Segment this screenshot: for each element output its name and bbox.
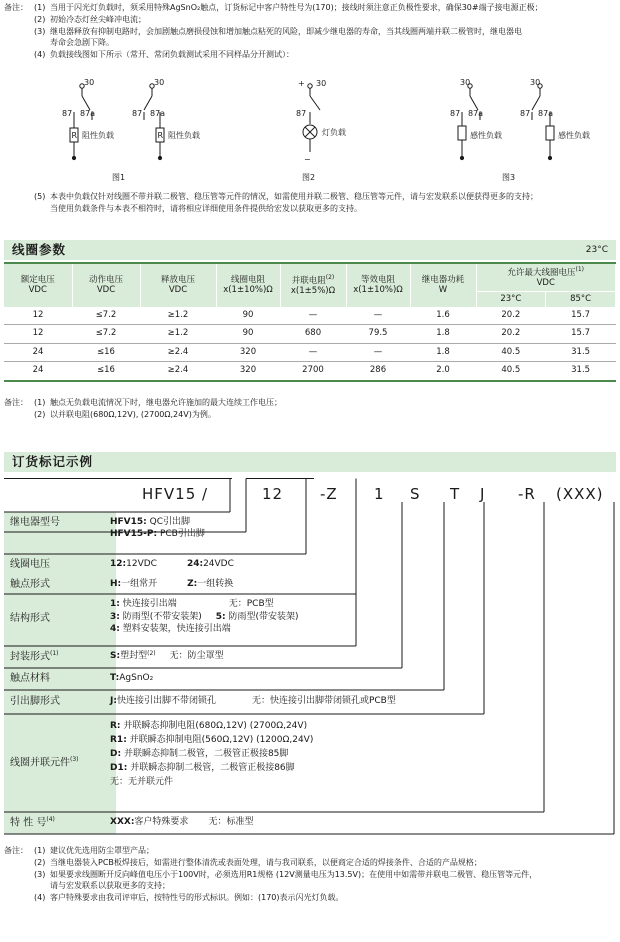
order-row-structure-desc: 1: 快连接引出端 无：PCB型 3: 防雨型(不带安装架) 5: 防雨型(带安装架) 4: 塑料安装架，快连接引出端 bbox=[110, 599, 299, 635]
note-num: (2) bbox=[34, 409, 46, 419]
section-title: 线圈参数 bbox=[12, 241, 67, 257]
note-text: 本表中负载仅针对线圈不带并联二极管、稳压管等元件的情况，如需使用并联二极管、稳压管等元件，请与宏发联系以便获得更多的支持； bbox=[50, 192, 538, 201]
column-header: 允许最大线圈电压$^{(1)}$ VDC bbox=[476, 263, 616, 292]
note-text: 客户特殊要求由我司评审后，按特性号的形式标识。例如：(170)表示闪光灯负载。 bbox=[50, 893, 344, 903]
resistive-load-label: 阻性负载 bbox=[82, 131, 114, 140]
order-row-model bbox=[4, 516, 60, 530]
terminal-30-label: 30 bbox=[316, 79, 327, 88]
order-row-terminal bbox=[4, 695, 60, 709]
coil-params-table bbox=[4, 262, 616, 382]
order-code-parallel: -R bbox=[518, 485, 536, 503]
inductive-load-label: 感性负载 bbox=[470, 131, 502, 140]
note-num: (1) bbox=[34, 3, 46, 12]
terminal-87a-label: 87a bbox=[538, 109, 554, 118]
order-row-model-desc: HFV15: QC引出脚 HFV15-P: PCB引出脚 bbox=[110, 517, 205, 540]
order-code-model: HFV15 / bbox=[142, 485, 209, 503]
notes-label: 备注： bbox=[4, 3, 28, 12]
lamp-load-label: 灯负载 bbox=[322, 128, 346, 137]
order-code-terminal: J bbox=[480, 485, 486, 503]
column-header: 动作电压 VDC bbox=[72, 263, 140, 307]
note-line bbox=[4, 3, 616, 14]
note-num: (2) bbox=[34, 857, 46, 867]
note-text: 建议优先选用防尘罩型产品； bbox=[50, 846, 154, 855]
order-row-sealing: 封装形式$^{(1)}$ bbox=[10, 650, 59, 663]
note-text: 当用于闪光灯负载时，须采用特殊AgSnO₂触点，订货标记中客户特性号为(170)；接线时须注意正负极性要求，确保30#端子接电源正极； bbox=[50, 3, 543, 12]
note-line bbox=[4, 27, 616, 38]
note-text: 当继电器装入PCB板焊接后，如需进行整体清洗或表面处理，请与我司联系，以便商定合适的焊接条件、合适的产品规格； bbox=[50, 857, 482, 867]
notes-label: 备注： bbox=[4, 398, 28, 407]
note-num: (3) bbox=[34, 26, 46, 36]
order-row-structure bbox=[4, 612, 50, 626]
order-code-contact: -Z bbox=[320, 485, 338, 503]
row-label: 封装形式 bbox=[10, 651, 50, 663]
row-label: 特 性 号 bbox=[10, 817, 47, 829]
terminal-87-label: 87 bbox=[296, 109, 307, 118]
order-code-material: T bbox=[450, 485, 461, 503]
note-line bbox=[4, 858, 616, 869]
note-num bbox=[34, 881, 50, 892]
figure-2-caption: 图2 bbox=[302, 173, 316, 182]
row-label: 线圈电压 bbox=[10, 559, 50, 570]
order-code-diagram bbox=[4, 478, 616, 838]
order-row-contact-desc: H: 一组常开 Z: 一组转换 bbox=[110, 579, 234, 589]
row-label: 触点形式 bbox=[10, 579, 50, 590]
notes-label: 备注： bbox=[4, 846, 28, 855]
row-label: 继电器型号 bbox=[10, 517, 60, 528]
resistor-label: R bbox=[71, 131, 78, 140]
column-header: 线圈电阻 x(1±10%)Ω bbox=[216, 263, 280, 307]
terminal-30-label: 30 bbox=[530, 78, 541, 87]
order-row-feature: 特 性 号$^{(4)}$ bbox=[10, 816, 55, 829]
note-text: 继电器释放有抑制电路时，会加剧触点磨损侵蚀和增加触点粘死的风险，即减少继电器的寿命，当其线圈两端并联二极管时，继电器电 bbox=[50, 26, 522, 36]
order-row-feature-desc: XXX: 客户特殊要求 无：标准型 bbox=[110, 817, 254, 827]
note-line bbox=[4, 15, 616, 26]
note-text: 寿命会急剧下降。 bbox=[50, 38, 114, 48]
column-header: 额定电压 VDC bbox=[4, 263, 72, 307]
note-line bbox=[4, 410, 616, 421]
terminal-30-label: 30 bbox=[84, 78, 95, 87]
terminal-30-label: 30 bbox=[154, 78, 165, 87]
note-line bbox=[4, 881, 616, 892]
column-subheader: 85°C bbox=[546, 292, 616, 307]
table-row: 12 ≤7.2 ≥1.2 90 — — 1.6 20.2 15.7 bbox=[4, 307, 616, 325]
top-notes bbox=[4, 3, 616, 62]
inductive-load-label: 感性负载 bbox=[558, 131, 590, 140]
order-row-voltage-desc: 12: 12VDC 24: 24VDC bbox=[110, 559, 234, 569]
terminal-87-label: 87 bbox=[520, 109, 531, 118]
order-code-sealing: S bbox=[410, 485, 421, 503]
bottom-notes bbox=[4, 846, 616, 905]
note-num: (3) bbox=[34, 869, 46, 879]
note-text: 负载接线图如下所示（常开、常闭负载测试采用不同样品分开测试）： bbox=[50, 50, 294, 60]
note-line bbox=[4, 893, 616, 904]
column-header: 并联电阻$^{(2)}$ x(1±5%)Ω bbox=[280, 263, 346, 307]
note-text: 以并联电阻(680Ω,12V), (2700Ω,24V)为例。 bbox=[50, 409, 216, 419]
order-row-contact bbox=[4, 578, 50, 592]
wiring-diagrams bbox=[40, 76, 600, 188]
table-row: 24 ≤16 ≥2.4 320 — — 1.8 40.5 31.5 bbox=[4, 343, 616, 361]
note-text: 如果要求线圈断开反向峰值电压小于100V时，必须选用R1规格 (12V测量电压为13.5V)；在使用中如需带并联电二极管、稳压管等元件， bbox=[50, 869, 538, 879]
note-line bbox=[4, 50, 616, 61]
order-row-material-desc: T: AgSnO₂ bbox=[110, 673, 154, 683]
resistor-label: R bbox=[157, 131, 164, 140]
table-row: 24 ≤16 ≥2.4 320 2700 286 2.0 40.5 31.5 bbox=[4, 362, 616, 381]
order-code-voltage: 12 bbox=[262, 485, 284, 503]
note-num: (2) bbox=[34, 14, 46, 24]
note-text: 请与宏发联系以获取更多的支持； bbox=[50, 881, 170, 891]
note-text: 触点无负载电流情况下时，继电器允许施加的最大连续工作电压； bbox=[50, 398, 282, 407]
resistive-load-label: 阻性负载 bbox=[168, 131, 200, 140]
order-row-material bbox=[4, 672, 50, 686]
terminal-87-label: 87 bbox=[62, 109, 73, 118]
note-text: 初始冷态灯丝尖峰冲电流； bbox=[50, 14, 146, 24]
terminal-87a-label: 87a bbox=[468, 109, 484, 118]
coil-params-section-bar bbox=[4, 240, 616, 260]
note-line bbox=[4, 398, 616, 409]
order-row-sealing-desc: S: 塑封型 (2) 无：防尘罩型 bbox=[110, 650, 224, 661]
order-row-voltage bbox=[4, 558, 50, 572]
column-header: 等效电阻 x(1±10%)Ω bbox=[346, 263, 410, 307]
terminal-87-label: 87 bbox=[132, 109, 143, 118]
wiring-diagrams-svg bbox=[40, 76, 600, 188]
note-text: 当使用负载条件与本表不相符时，请将相应详细使用条件提供给宏发以获取更多的支持。 bbox=[50, 203, 362, 213]
note-num: (4) bbox=[34, 893, 46, 903]
order-code-structure: 1 bbox=[374, 485, 385, 503]
coil-table-notes bbox=[4, 398, 616, 422]
table-row: 12 ≤7.2 ≥1.2 90 680 79.5 1.8 20.2 15.7 bbox=[4, 325, 616, 343]
terminal-87a-label: 87a bbox=[80, 109, 96, 118]
order-row-parallel-desc: R: 并联瞬态抑制电阻(680Ω,12V) (2700Ω,24V) R1: 并联瞬态抑制电阻(560Ω,12V) (1200Ω,24V) D: 并联瞬态抑制二极管，二极管正极接85脚 D1: 并联瞬态抑制二极管，二极管正极接86脚 无：无并联元件 bbox=[110, 721, 314, 787]
note-5 bbox=[4, 192, 616, 216]
section-temperature: 23°C bbox=[585, 244, 608, 255]
terminal-30-label: 30 bbox=[460, 78, 471, 87]
column-subheader: 23°C bbox=[476, 292, 546, 307]
row-label: 引出脚形式 bbox=[10, 696, 60, 707]
note-num: (1) bbox=[34, 846, 46, 855]
row-label: 结构形式 bbox=[10, 613, 50, 624]
note-line bbox=[4, 192, 616, 203]
order-code-feature: (XXX) bbox=[556, 485, 604, 503]
plus-label: + bbox=[298, 79, 305, 88]
note-line bbox=[4, 38, 616, 49]
note-num: (1) bbox=[34, 398, 46, 407]
figure-3-caption: 图3 bbox=[502, 173, 516, 182]
order-code-section-bar bbox=[4, 452, 616, 472]
terminal-87-label: 87 bbox=[450, 109, 461, 118]
terminal-87a-label: 87a bbox=[150, 109, 166, 118]
note-line bbox=[4, 846, 616, 857]
section-title: 订货标记示例 bbox=[12, 453, 94, 469]
column-header: 释放电压 VDC bbox=[140, 263, 216, 307]
note-num bbox=[34, 38, 50, 49]
order-row-parallel: 线圈并联元件$^{(3)}$ bbox=[10, 756, 79, 769]
note-num: (5) bbox=[34, 192, 46, 201]
column-header: 继电器功耗 W bbox=[410, 263, 476, 307]
note-num: (4) bbox=[34, 50, 46, 60]
minus-label: − bbox=[304, 155, 311, 164]
note-line bbox=[4, 870, 616, 881]
row-label: 线圈并联元件 bbox=[10, 757, 70, 769]
note-line bbox=[4, 204, 616, 215]
row-label: 触点材料 bbox=[10, 673, 50, 684]
order-row-terminal-desc: J: 快连接引出脚不带闭锁孔 无：快连接引出脚带闭锁孔或PCB型 bbox=[110, 696, 396, 706]
figure-1-caption: 图1 bbox=[112, 173, 126, 182]
